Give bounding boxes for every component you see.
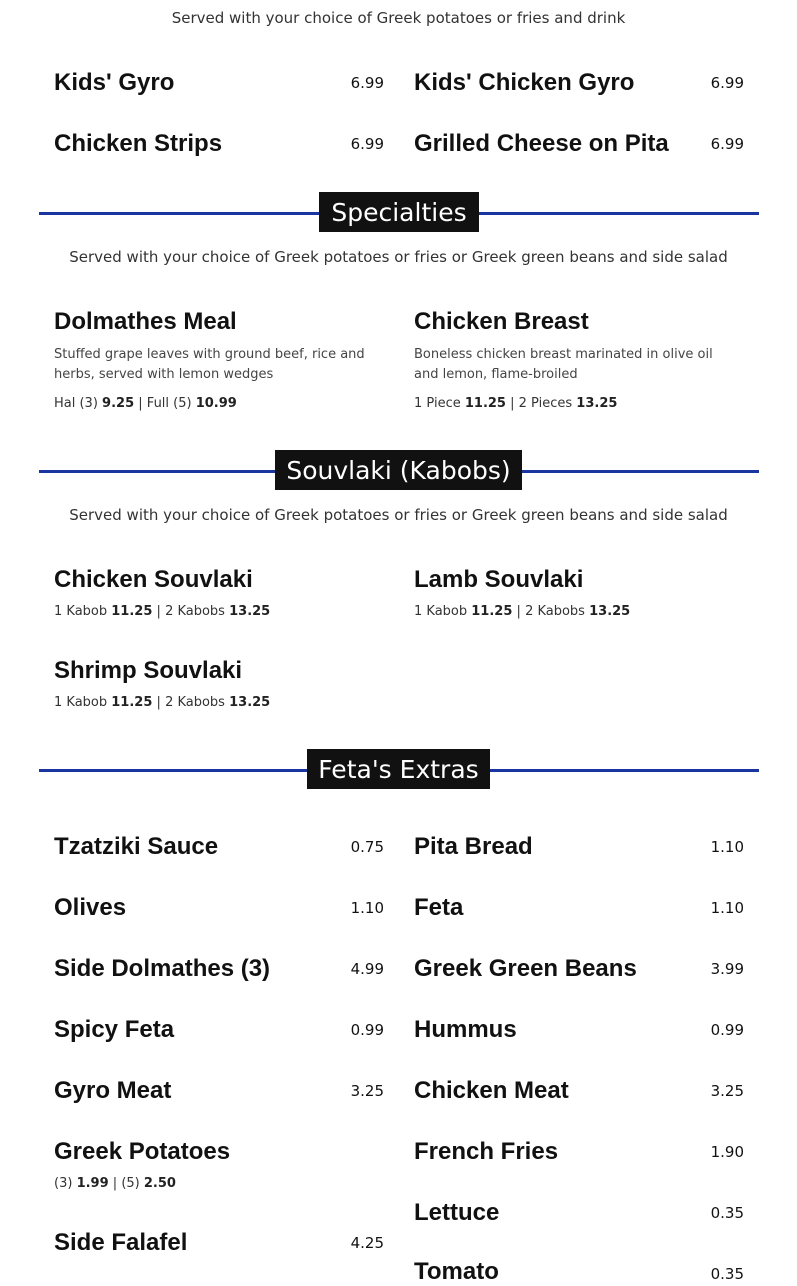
menu-item-name: Lamb Souvlaki (414, 566, 584, 593)
menu-item-options: 1 Kabob 11.25 | 2 Kabobs 13.25 (414, 604, 631, 619)
menu-item-name: Tomato (414, 1258, 499, 1285)
menu-item-name: French Fries (414, 1138, 559, 1165)
menu-item-options: 1 Kabob 11.25 | 2 Kabobs 13.25 (54, 695, 271, 710)
menu-item-name: Hummus (414, 1016, 517, 1043)
menu-item-price: 4.99 (350, 960, 384, 978)
menu-item-price: 3.25 (350, 1082, 384, 1100)
kids-serving-note: Served with your choice of Greek potatoes or fries and drink (171, 9, 626, 27)
menu-item-price: 1.90 (710, 1143, 744, 1161)
menu-item-name: Pita Bread (414, 833, 533, 860)
menu-item-price: 0.99 (710, 1021, 744, 1039)
specialties-serving-note: Served with your choice of Greek potatoes or fries or Greek green beans and side salad (69, 248, 728, 266)
menu-item-name: Lettuce (414, 1199, 500, 1226)
menu-item-options: 1 Kabob 11.25 | 2 Kabobs 13.25 (54, 604, 271, 619)
menu-item-name: Chicken Meat (414, 1077, 569, 1104)
menu-item-name: Spicy Feta (54, 1016, 175, 1043)
menu-item-name: Dolmathes Meal (54, 308, 237, 335)
menu-item-price: 1.10 (710, 899, 744, 917)
menu-item-price: 0.35 (710, 1265, 744, 1283)
section-title-extras: Feta's Extras (307, 749, 490, 789)
menu-item-price: 0.75 (350, 838, 384, 856)
menu-item-price: 1.10 (350, 899, 384, 917)
menu-item-name: Chicken Breast (414, 308, 589, 335)
menu-item-price: 6.99 (710, 74, 744, 92)
menu-item-price: 0.99 (350, 1021, 384, 1039)
menu-item-name: Side Falafel (54, 1229, 188, 1256)
menu-item-price: 6.99 (350, 135, 384, 153)
menu-item-price: 6.99 (350, 74, 384, 92)
menu-item-name: Shrimp Souvlaki (54, 657, 243, 684)
menu-item-price: 3.25 (710, 1082, 744, 1100)
menu-item-name: Greek Potatoes (54, 1138, 231, 1165)
menu-item-name: Chicken Strips (54, 130, 223, 157)
menu-item-options: (3) 1.99 | (5) 2.50 (54, 1176, 176, 1191)
menu-item-name: Gyro Meat (54, 1077, 172, 1104)
menu-item-price: 1.10 (710, 838, 744, 856)
section-title-specialties: Specialties (319, 192, 479, 232)
menu-item-name: Side Dolmathes (3) (54, 955, 271, 982)
menu-item-price: 6.99 (710, 135, 744, 153)
menu-item-name: Kids' Chicken Gyro (414, 69, 635, 96)
menu-item-name: Olives (54, 894, 127, 921)
menu-item-options: Hal (3) 9.25 | Full (5) 10.99 (54, 396, 237, 411)
menu-item-name: Feta (414, 894, 464, 921)
menu-item-name: Grilled Cheese on Pita (414, 130, 669, 157)
menu-item-price: 3.99 (710, 960, 744, 978)
souvlaki-serving-note: Served with your choice of Greek potatoes or fries or Greek green beans and side salad (69, 506, 728, 524)
menu-item-name: Chicken Souvlaki (54, 566, 253, 593)
menu-item-price: 0.35 (710, 1204, 744, 1222)
menu-item-description: Stuffed grape leaves with ground beef, rice and herbs, served with lemon wedges (54, 347, 365, 382)
menu-item-price: 4.25 (350, 1234, 384, 1252)
menu-item-name: Tzatziki Sauce (54, 833, 219, 860)
menu-item-name: Greek Green Beans (414, 955, 637, 982)
menu-item-description: Boneless chicken breast marinated in olive oil and lemon, flame-broiled (414, 347, 713, 382)
menu-item-name: Kids' Gyro (54, 69, 175, 96)
menu-item-options: 1 Piece 11.25 | 2 Pieces 13.25 (414, 396, 618, 411)
section-title-souvlaki: Souvlaki (Kabobs) (275, 450, 522, 490)
